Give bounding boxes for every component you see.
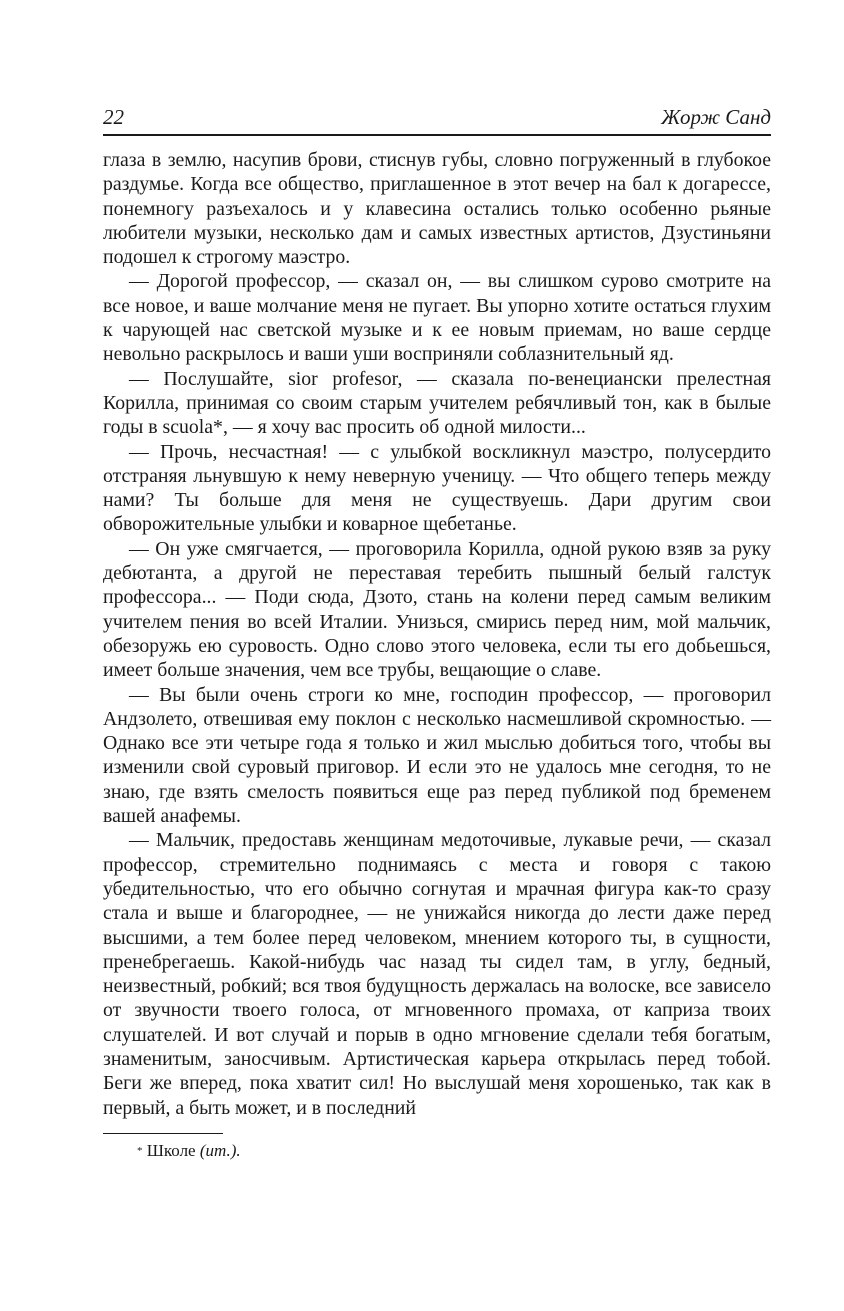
paragraph: — Он уже смягчается, — проговорила Корилла, одной рукою взяв за руку дебютанта, а другой не переставая теребить пышный белый галстук профессора... — Поди сюда, Дзото, стань на колени перед самым великим учителем пения во всей Италии. Унизься, смирись перед ним, мой мальчик, обезоружь ею суровость. Одно слово этого человека, если ты его добьешься, имеет больше значения, чем все трубы, вещающие о славе. [103, 537, 771, 682]
running-head-author: Жорж Санд [661, 105, 771, 129]
footnote-text: Школе [146, 1140, 196, 1160]
footnote-marker: * [137, 1144, 143, 1157]
paragraph: глаза в землю, насупив брови, стиснув губы, словно погруженный в глубокое раздумье. Когда все общество, приглашенное в этот вечер на бал к догарессе, понемногу разъехалось и у клавесина остались только особенно рьяные любители музыки, несколько дам и самых известных артистов, Дзустиньяни подошел к строгому маэстро. [103, 149, 771, 269]
paragraph: — Прочь, несчастная! — с улыбкой воскликнул маэстро, полусердито отстраняя льнувшую к нему неверную ученицу. — Что общего теперь между нами? Ты больше для меня не существуешь. Дари другим свои обворожительные улыбки и коварное щебетанье. [103, 440, 771, 536]
page-number: 22 [103, 105, 124, 129]
paragraph: — Мальчик, предоставь женщинам медоточивые, лукавые речи, — сказал профессор, стремительно поднимаясь с места и говоря с такою убедительностью, что его обычно согнутая и мрачная фигура как-то сразу стала и выше и благороднее, — не унижайся никогда до лести даже перед высшими, а тем более перед человеком, мнением которого ты, в сущности, пренебрегаешь. Какой-нибудь час назад ты сидел там, в углу, бедный, неизвестный, робкий; вся твоя будущность держалась на волоске, все зависело от звучности твоего голоса, от мгновенного промаха, от каприза твоих слушателей. И вот случай и порыв в одно мгновение сделали тебя богатым, знаменитым, заносчивым. Артистическая карьера открылась перед тобой. Беги же вперед, пока хватит сил! Но выслушай меня хорошенько, так как в первый, а быть может, и в последний [103, 829, 771, 1119]
paragraph: — Дорогой профессор, — сказал он, — вы слишком сурово смотрите на все новое, и ваше молчание меня не пугает. Вы упорно хотите остаться глухим к чарующей нас светской музыке и к ее новым приемам, но ваше сердце невольно раскрылось и ваши уши восприняли соблазнительный яд. [103, 270, 771, 366]
footnote-language-note: (ит.). [199, 1140, 241, 1160]
page-body [103, 148, 771, 1120]
footnote [103, 1140, 771, 1162]
paragraph: — Вы были очень строги ко мне, господин профессор, — проговорил Андзолето, отвешивая ему поклон с несколько насмешливой скромностью. — Однако все эти четыре года я только и жил мыслью добиться того, чтобы вы изменили свой суровый приговор. И если это не удалось мне сегодня, то не знаю, где взять смелость появиться еще раз перед публикой под бременем вашей анафемы. [103, 683, 771, 828]
page-header [103, 104, 771, 136]
footnote-divider [103, 1133, 223, 1134]
paragraph: — Послушайте, sior profesor, — сказала по-венециански прелестная Корилла, принимая со своим старым учителем ребячливый тон, как в былые годы в scuola*, — я хочу вас просить об одной милости... [103, 367, 771, 439]
book-page [103, 104, 771, 1162]
